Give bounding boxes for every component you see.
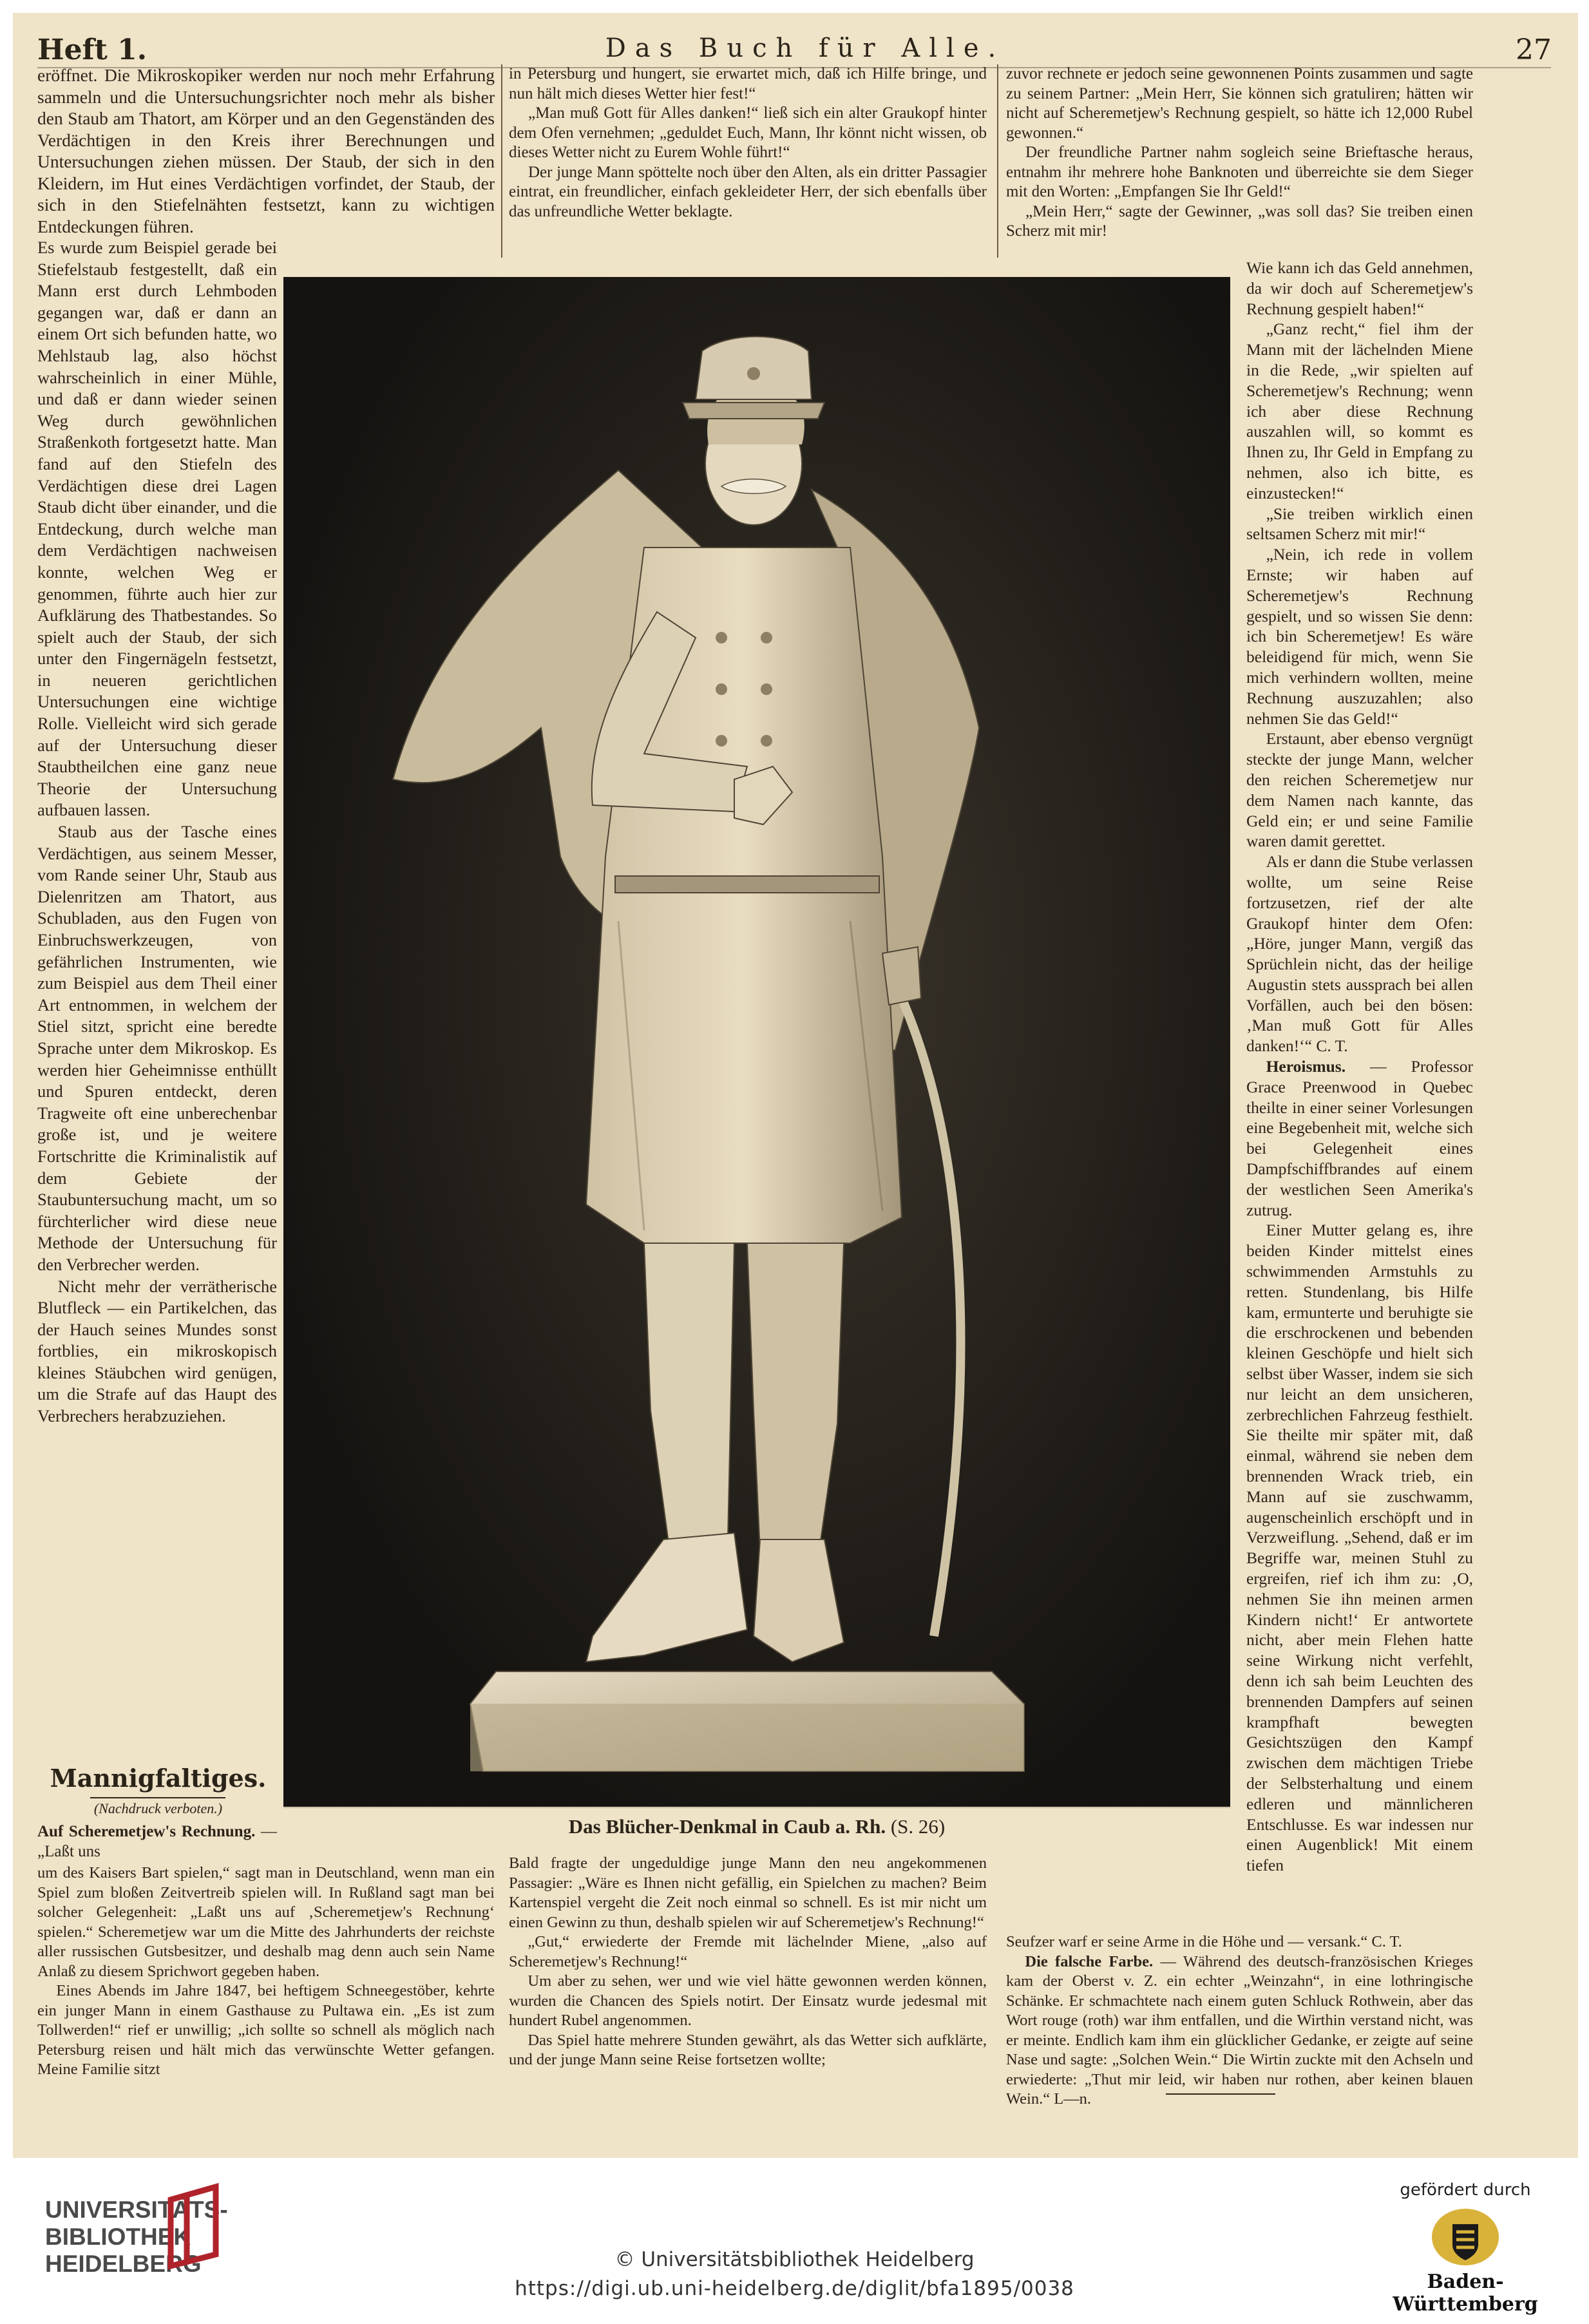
- story-title-block: [37, 1822, 277, 1865]
- col2-bottom-text: [509, 1854, 987, 2147]
- col2-paragraph-2: „Man muß Gott für Alles danken!“ ließ sich ein alter Graukopf hinter dem Ofen vernehmen; „geduldet Euch, Mann, Ihr könnt nicht wissen, ob dieses Wetter nicht zu Eurem Wohle führt!“: [509, 104, 987, 161]
- col2-bottom-paragraph-3: Um aber zu sehen, wer und wie viel hätte gewonnen werden können, wurden die Chancen des Spiels notirt. Der Einsatz wurde jedesmal mit hundert Rubel angenommen.: [509, 1972, 987, 2029]
- library-name-line3: HEIDELBERG: [45, 2251, 202, 2277]
- col2-bottom-paragraph-1: Bald fragte der ungeduldige junge Mann den neu angekommenen Passagier: „Wäre es Ihnen nicht gefällig, ein Spielchen zu machen? Beim Kartenspiel vergeht die Zeit noch einmal so schnell. Es ist mir nicht um einen Gewinn zu thun, deshalb spielen wir auf Scheremetjew's Rechnung!“: [509, 1854, 987, 1931]
- col3-paragraph-3: „Mein Herr,“ sagte der Gewinner, „was soll das? Sie treiben einen Scherz mit mir!: [1006, 202, 1473, 240]
- funding-notice: [1369, 2180, 1562, 2316]
- col3-narrow-paragraph-3: „Sie treiben wirklich einen seltsamen Scherz mit mir!“: [1246, 504, 1473, 544]
- col1-narrow-text: [37, 237, 277, 1748]
- col1-top-paragraph: eröffnet. Die Mikroskopiker werden nur noch mehr Erfahrung sammeln und die Untersuchungsrichter noch mehr als bisher den Staub am Thatort, am Körper und an den Gegenständen des Verdächtigen in den Kreis ihrer Berechnungen und Untersuchungen ziehen müssen. Der Staub, der sich in den Kleidern, im Hut eines Verdächtigen vorfindet, der Staub, der sich in den Stiefelnähten festsetzt, kann zu wichtigen Entdeckungen führen.: [37, 65, 495, 236]
- col3-bottom-line: Seufzer warf er seine Arme in die Höhe und — versank.“ C. T.: [1006, 1933, 1402, 1950]
- col1-paragraph-3: Nicht mehr der verrätherische Blutfleck — ein Partikelchen, das der Hauch seines Mundes sonst fortblies, ein mikroskopisch kleines Stäubchen wird genügen, um die Strafe auf das Haupt des Verbrechers herabzuziehen.: [37, 1276, 277, 1426]
- heroismus-title: Heroismus.: [1266, 1057, 1346, 1076]
- col2-top-text: [509, 64, 987, 258]
- story-lead: — „Laßt uns: [37, 1823, 277, 1860]
- col1-paragraph-2: Staub aus der Tasche eines Verdächtigen, aus seinem Messer, vom Rande seiner Uhr, Staub aus Dielenritzen am Thatort, aus Schubladen, aus den Fugen von Einbruchswerkzeugen, von gefährlichen Instrumenten, wie zum Beispiel aus dem Theil einer Art entnommen, in welchem der Stiel sitzt, spricht eine beredte Sprache unter dem Mikroskop. Es werden hier Geheimnisse enthüllt und Spuren entdeckt, deren Tragweite oft eine unberechenbar große ist, und je weitere Fortschritte die Kriminalistik auf dem Gebiete der Staubuntersuchung macht, um so fürchterlicher wird diese neue Methode der Untersuchung für den Verbrecher werden.: [37, 822, 277, 1274]
- illustration-caption: [283, 1815, 1230, 1838]
- col1-top-text: [37, 64, 495, 237]
- state-coat-of-arms-icon: [1427, 2205, 1504, 2269]
- issue-label: Heft 1.: [37, 33, 147, 66]
- funder-name: Baden-Württemberg: [1393, 2271, 1538, 2316]
- section-title-rule: [90, 1797, 225, 1798]
- farbe-text: — Während des deutsch-französischen Krieges kam der Oberst v. Z. ein echter „Weinzahn“, in eine lothringische Schänke. Er schmachtete nach einem guten Schluck Rothwein, aber das Wort rouge (roth) war ihm entfallen, und die Wirthin verstand nicht, was er meinte. Endlich kam ihm ein glücklicher Gedanke, er zeigte auf seine Nase und sagte: „Solchen Wein.“ Die Wirtin zuckte mit den Achseln und erwiederte: „Thut mir leid, wir haben nur rothen, aber keinen blauen Wein.“ L—n.: [1006, 1952, 1474, 2108]
- funded-by-label: gefördert durch: [1400, 2180, 1531, 2200]
- col3-top-text: [1006, 64, 1473, 258]
- farbe-title: Die falsche Farbe.: [1025, 1952, 1154, 1970]
- column-divider: [997, 64, 998, 258]
- col3-narrow-paragraph-6: Als er dann die Stube verlassen wollte, um seine Reise fortzusetzen, rief der alte Graukopf hinter dem Ofen: „Höre, junger Mann, vergiß das Sprüchlein nicht, das der heilige Augustin stets aussprach bei allen Vorfällen, auch bei den bösen: ‚Man muß Gott für Alles danken!‘“ C. T.: [1246, 852, 1473, 1056]
- col3-narrow-paragraph-5: Erstaunt, aber ebenso vergnügt steckte der junge Mann, welcher den reichen Scheremetjew nur dem Namen nach kannte, das Geld ein; er und seine Familie waren damit gerettet.: [1246, 729, 1473, 851]
- caption-title: Das Blücher-Denkmal in Caub a. Rh.: [568, 1815, 886, 1838]
- story-paragraph-1: um des Kaisers Bart spielen,“ sagt man in Deutschland, wenn man ein Spiel zum bloßen Zeitvertreib spielen will. In Rußland sagt man bei solcher Gelegenheit: „Laßt uns auf ‚Scheremetjew's Rechnung‘ spielen.“ Scheremetjew war um die Mitte des Jahrhunderts der reichste aller russischen Gutsbesitzer, und deshalb mag denn auch sein Name Anlaß zu diesem Sprichwort gegeben haben.: [37, 1864, 495, 1980]
- column-divider: [501, 64, 502, 258]
- col3-paragraph-1: zuvor rechnete er jedoch seine gewonnenen Points zusammen und sagte zu seinem Partner: „Mein Herr, Sie können sich gratuliren; hätten wir nicht auf Scheremetjew's Rechnung gespielt, so hätte ich 12,000 Rubel gewonnen.“: [1006, 65, 1473, 142]
- col3-narrow-text: [1246, 258, 1473, 1932]
- col1-paragraph-1: Es wurde zum Beispiel gerade bei Stiefelstaub festgestellt, daß ein Mann erst durch Lehmboden gegangen war, daß er dann an einem Ort sich befunden hatte, wo Mehlstaub lag, also höchst wahrscheinlich in einer Mühle, und daß er dann wieder seinen Weg durch gewöhnlichen Straßenkoth fortgesetzt hatte. Man fand auf den Stiefeln des Verdächtigen diese drei Lagen Staub dicht über einander, und die Entdeckung, durch welche man dem Verdächtigen nachweisen konnte, welchen Weg er genommen, führte auch hier zur Aufklärung des Thatbestandes. So spielt auch der Staub, der sich unter den Fingernägeln festsetzt, in neueren gerichtlichen Untersuchungen eine wichtige Rolle. Vielleicht wird sich gerade auf der Untersuchung dieser Staubtheilchen eine ganz neue Theorie der Untersuchung aufbauen lassen.: [37, 238, 277, 820]
- library-name-line2: BIBLIOTHEK: [45, 2224, 191, 2250]
- library-name-line1: UNIVERSITÄTS-: [45, 2196, 228, 2223]
- reprint-notice: (Nachdruck verboten.): [93, 1800, 223, 1816]
- story-paragraph-2: Eines Abends im Jahre 1847, bei heftigem Schneegestöber, kehrte ein junger Mann in einem Gasthause zu Pultawa ein. „Es ist zum Tollwerden!“ rief er unwillig; „ich sollte so schnell als möglich nach Petersburg reisen und hält mich das verwünschte Wetter gefangen. Meine Familie sitzt: [37, 1982, 495, 2078]
- col2-bottom-paragraph-4: Das Spiel hatte mehrere Stunden gewährt, als das Wetter sich aufklärte, und der junge Mann seine Reise fortsetzen wollte;: [509, 2031, 987, 2068]
- story-title-paragraph: [37, 1822, 277, 1862]
- col2-paragraph-3: Der junge Mann spöttelte noch über den Alten, als ein dritter Passagier eintrat, ein freundlicher, einfach gekleideter Herr, der sich ebenfalls über das unfreundliche Wetter beklagte.: [509, 163, 987, 220]
- farbe-paragraph: [1006, 1952, 1473, 2110]
- col2-paragraph-1: in Petersburg und hungert, sie erwartet mich, daß ich Hilfe bringe, und nun hält mich dieses Wetter hier fest!“: [509, 65, 987, 102]
- copyright-line: © Universitätsbibliothek Heidelberg: [614, 2248, 975, 2271]
- page-number: 27: [1516, 33, 1552, 66]
- bluecher-monument-engraving: [283, 277, 1230, 1807]
- heroismus-paragraph-2: Einer Mutter gelang es, ihre beiden Kinder mittelst eines schwimmenden Armstuhls zu retten. Stundenlang, bis Hilfe kam, ermunterte und beruhigte sie die erschrockenen und bebenden kleinen Geschöpfe und hielt sich selbst über Wasser, indem sie sich nur leicht an dem unsicheren, zerbrechlichen Fahrzeug festhielt. Sie theilte mir später mit, daß einmal, während sie neben dem brennenden Wrack trieb, ein Mann auf sie zuschwamm, augenscheinlich erschöpft und in Verzweiflung. „Sehend, daß er im Begriffe war, meinen Stuhl zu ergreifen, rief ich ihm zu: ‚O, nehmen Sie ihn meinen armen Kindern nicht!‘ Er antwortete nicht, aber mein Flehen hatte seine Wirkung nicht verfehlt, denn ich sah beim Leuchten des brennenden Dampfers auf seinen krampfhaft bewegten Gesichtszügen den Kampf zwischen dem mächtigen Triebe der Selbsterhaltung und einem edleren und männlicheren Entschlusse. Es war indessen nur einen Augenblick! Mit einem tiefen: [1246, 1221, 1473, 1875]
- journal-title: Das Buch für Alle.: [605, 33, 1005, 63]
- footer: [0, 2158, 1589, 2324]
- col3-bottom-text: [1006, 1932, 1474, 2108]
- caption-page-ref: (S. 26): [890, 1815, 946, 1838]
- story-body-col1: [37, 1863, 495, 2147]
- story-title: Auf Scheremetjew's Rechnung.: [37, 1823, 256, 1840]
- col3-paragraph-2: Der freundliche Partner nahm sogleich seine Brieftasche heraus, entnahm ihr mehrere hohe Banknoten und überreichte sie dem Sieger mit den Worten: „Empfangen Sie Ihr Geld!“: [1006, 144, 1473, 200]
- col3-narrow-paragraph-4: „Nein, ich rede in vollem Ernste; wir haben auf Scheremetjew's Rechnung gespielt, und so wissen Sie denn: ich bin Scheremetjew! Es wäre beleidigend für mich, wenn Sie mich verhindern wollten, meine Rechnung auszuzahlen; also nehmen Sie das Geld!“: [1246, 545, 1473, 728]
- source-url[interactable]: https://digi.ub.uni-heidelberg.de/diglit/bfa1895/0038: [515, 2277, 1074, 2300]
- heroismus-lead: — Professor Grace Preenwood in Quebec theilte in einer seiner Vorlesungen eine Begebenheit mit, welche sich bei Gelegenheit eines Dampfschiffbrandes auf einem der westlichen Seen Amerika's zutrug.: [1246, 1057, 1474, 1219]
- section-title: Mannigfaltiges.: [50, 1764, 267, 1793]
- col3-narrow-paragraph-1: Wie kann ich das Geld annehmen, da wir doch auf Scheremetjew's Rechnung gespielt haben!“: [1246, 258, 1473, 318]
- end-rule: [1166, 2093, 1275, 2095]
- illustration-frame-bottom: [283, 1807, 1230, 1808]
- col3-narrow-paragraph-2: „Ganz recht,“ fiel ihm der Mann mit der lächelnden Miene in die Rede, „wir spielten auf Scheremetjew's Rechnung; wenn ich aber diese Rechnung auszahlen will, so kommt es Ihnen zu, Ihr Geld in Empfang zu nehmen, also ich bitte, es einzustecken!“: [1246, 319, 1473, 502]
- heroismus-paragraph-1: [1246, 1056, 1473, 1220]
- col2-bottom-paragraph-2: „Gut,“ erwiederte der Fremde mit lächelnder Miene, „also auf Scheremetjew's Rechnung!“: [509, 1933, 987, 1970]
